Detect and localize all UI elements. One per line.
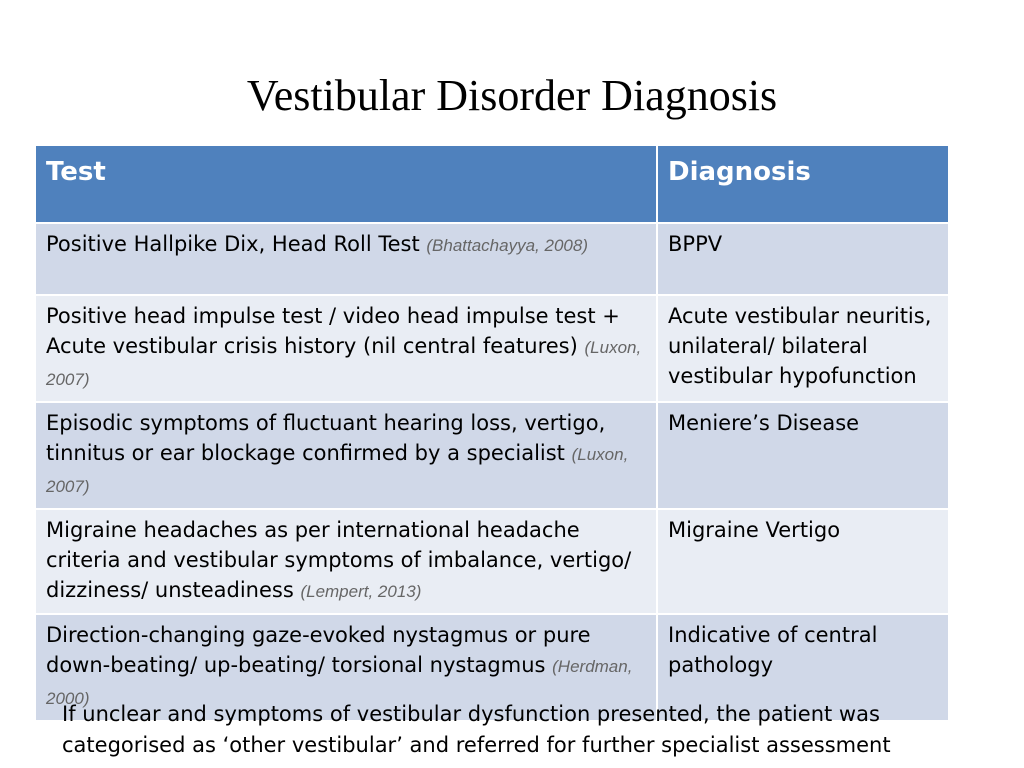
header-diagnosis: Diagnosis [657,145,949,223]
table-row [35,223,949,295]
table-row [35,295,949,402]
test-cell [35,402,657,509]
diagnosis-cell: BPPV [657,223,949,295]
diagnosis-table-container [34,144,948,722]
test-cell [35,223,657,295]
diagnosis-cell: Acute vestibular neuritis, unilateral/ bilateral vestibular hypofunction [657,295,949,402]
test-text: Positive head impulse test / video head impulse test + Acute vestibular crisis history (nil central features) [46,304,620,358]
citation: (Luxon, 2007) [46,338,642,389]
test-text: Positive Hallpike Dix, Head Roll Test [46,232,427,256]
citation: (Luxon, 2007) [46,445,629,496]
diagnosis-table [34,144,950,722]
citation: (Bhattachayya, 2008) [426,236,588,255]
footnote-line: categorised as ‘other vestibular’ and referred for further specialist assessment [62,733,891,757]
citation: (Herdman, 2000) [46,657,633,708]
table-header-row [35,145,949,223]
slide-title: Vestibular Disorder Diagnosis [246,71,778,120]
diagnosis-cell: Migraine Vertigo [657,509,949,614]
test-text: Direction-changing gaze-evoked nystagmus or pure down-beating/ up-beating/ torsional nystagmus [46,623,591,677]
test-text: Migraine headaches as per international headache criteria and vestibular symptoms of imbalance, vertigo/ dizziness/ unsteadiness [46,518,632,602]
test-cell [35,295,657,402]
table-row [35,402,949,509]
diagnosis-cell: Meniere’s Disease [657,402,949,509]
footnote [62,699,962,761]
test-text: Episodic symptoms of fluctuant hearing loss, vertigo, tinnitus or ear blockage confirmed by a specialist [46,411,606,465]
table-row [35,509,949,614]
citation: (Lempert, 2013) [300,582,422,601]
footnote-line: If unclear and symptoms of vestibular dysfunction presented, the patient was [62,702,880,726]
test-cell [35,509,657,614]
diagnosis-cell: Indicative of central pathology [657,614,949,721]
header-test: Test [35,145,657,223]
